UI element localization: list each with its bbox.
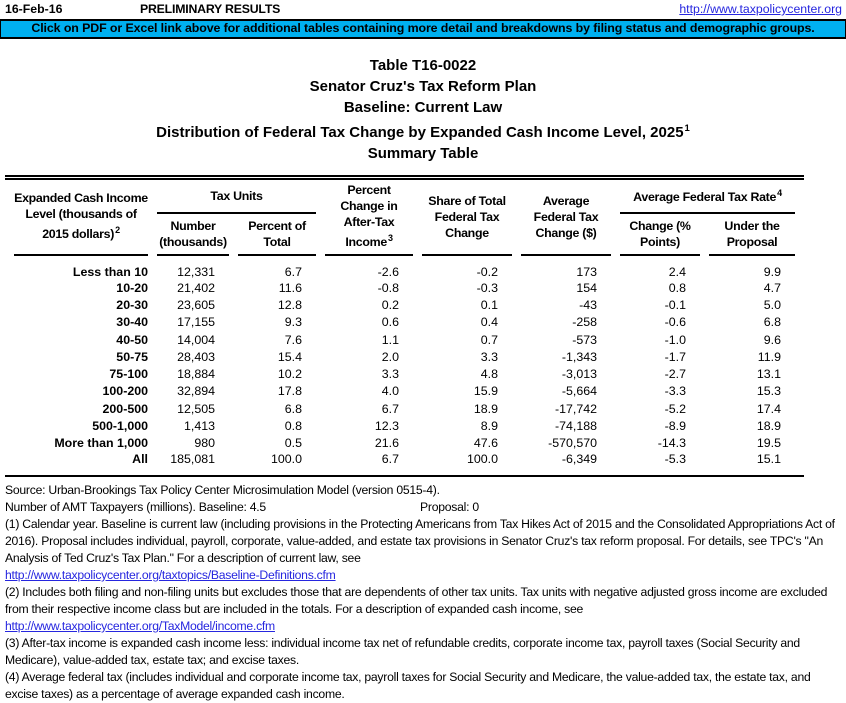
table-cell: -8.9 (664, 419, 686, 434)
row-label: 50-75 (116, 349, 148, 364)
table-row (14, 296, 795, 313)
table-cell: 15.4 (277, 349, 302, 364)
table-cell: 11.6 (278, 280, 302, 295)
table-cell: -14.3 (657, 436, 686, 451)
row-label: 30-40 (116, 315, 148, 330)
table-row (14, 279, 795, 296)
table-row (14, 400, 795, 417)
table-row (14, 383, 795, 400)
table-row (14, 417, 795, 434)
taxpolicycenter-link[interactable]: http://www.taxpolicycenter.org (679, 2, 842, 16)
table-cell: 0.8 (284, 419, 302, 434)
table-cell: -1.7 (664, 349, 686, 364)
table-cell: -1,343 (561, 349, 597, 364)
table-cell: 8.9 (480, 419, 498, 434)
table-cell: 21.6 (374, 436, 399, 451)
table-cell: 6.7 (284, 265, 302, 279)
table-cell: 32,894 (177, 384, 215, 399)
main-table (5, 175, 804, 477)
table-cell: -570,570 (548, 436, 597, 451)
table-cell: 9.3 (284, 315, 302, 330)
table-cell: -5.2 (664, 401, 686, 416)
footnote-ref-2: 2 (115, 225, 120, 236)
info-banner: Click on PDF or Excel link above for additional tables containing more detail and breakdowns by filing status and demographic groups. (0, 19, 846, 39)
table-cell: 4.8 (480, 367, 498, 382)
table-cell: -258 (572, 315, 597, 330)
table-row (14, 435, 795, 452)
row-label: 500-1,000 (92, 419, 148, 434)
table-row (14, 314, 795, 331)
summary-table-title: Summary Table (367, 145, 479, 162)
table-cell: 5.0 (763, 297, 781, 312)
footnote-2: (2) Includes both filing and non-filing units but excludes those that are dependents of other tax units. Tax units with negative adjusted gross income are excluded from their respective income class but are included in the totals. For a description of expanded cash income, see (5, 584, 828, 616)
col-group-avg-federal-tax-rate: Average Federal Tax Rate$^4$ (620, 180, 795, 214)
footnote-ref-1: 1 (684, 123, 690, 134)
table-body (14, 256, 795, 475)
table-cell: -74,188 (554, 419, 597, 434)
distribution-title: Distribution of Federal Tax Change by Expanded Cash Income Level, 2025$^1$ (156, 123, 690, 141)
col-header-avg-tax-change: Average Federal Tax Change ($) (521, 180, 611, 256)
table-row (14, 256, 795, 279)
table-cell: 17,155 (177, 315, 215, 330)
table-cell: 0.6 (381, 315, 399, 330)
table-cell: -0.8 (377, 280, 399, 295)
footnote-ref-3: 3 (387, 233, 393, 244)
plan-title: Senator Cruz's Tax Reform Plan (309, 78, 537, 95)
table-cell: 1,413 (183, 419, 215, 434)
col-header-rate-change-points: Change (% Points) (620, 214, 700, 256)
table-header (14, 180, 795, 256)
table-row (14, 365, 795, 382)
table-cell: 15.1 (756, 451, 781, 466)
row-label: 75-100 (109, 367, 148, 382)
table-cell: 18.9 (756, 419, 781, 434)
table-cell: 17.8 (277, 384, 302, 399)
table-cell: 18.9 (473, 401, 498, 416)
preliminary-results-label: PRELIMINARY RESULTS (140, 2, 281, 16)
table-cell: 980 (194, 436, 215, 451)
table-cell: 0.7 (480, 332, 498, 347)
table-row (14, 452, 795, 475)
table-cell: -17,742 (554, 401, 597, 416)
table-cell: -0.2 (476, 265, 498, 279)
table-cell: 11.9 (757, 349, 781, 364)
table-cell: 0.4 (480, 315, 498, 330)
table-cell: 0.8 (668, 280, 686, 295)
table-cell: 6.7 (381, 451, 399, 466)
table-cell: 47.6 (473, 436, 498, 451)
table-cell: 2.4 (668, 265, 686, 279)
row-label: All (132, 451, 148, 466)
col-header-percent-of-total: Percent of Total (238, 214, 316, 256)
table-cell: 12.3 (374, 419, 399, 434)
table-cell: 4.0 (381, 384, 399, 399)
table-cell: -573 (572, 332, 597, 347)
table-row (14, 348, 795, 365)
footnote-amt-taxpayers (5, 499, 843, 516)
table-cell: -43 (579, 297, 597, 312)
table-cell: -2.6 (377, 265, 399, 279)
col-header-number-thousands: Number (thousands) (157, 214, 229, 256)
col-group-tax-units: Tax Units (157, 180, 316, 214)
row-label: 20-30 (116, 297, 148, 312)
row-label: 40-50 (116, 332, 148, 347)
table-cell: 4.7 (763, 280, 781, 295)
amt-baseline-label: Number of AMT Taxpayers (millions). Baseline: 4.5 (5, 499, 266, 514)
table-cell: 0.1 (480, 297, 498, 312)
table-id-title: Table T16-0022 (369, 57, 477, 74)
table-cell: 18,884 (177, 367, 215, 382)
table-cell: 10.2 (277, 367, 302, 382)
table-cell: -0.3 (476, 280, 498, 295)
table-cell: 173 (576, 265, 597, 279)
table-cell: 3.3 (480, 349, 498, 364)
col-header-pct-change-after-tax-income: Percent Change in After-Tax Income$^3$ (325, 180, 413, 256)
table-cell: 6.7 (381, 401, 399, 416)
footnote-3: (3) After-tax income is expanded cash income less: individual income tax net of refundable credits, corporate income tax, payroll taxes (Social Security and Medicare), value-added tax, estate tax; and excise taxes. (5, 635, 800, 667)
table-cell: -5.3 (664, 451, 686, 466)
table-cell: -5,664 (561, 384, 597, 399)
table-cell: 9.9 (763, 265, 781, 279)
table-cell: 17.4 (756, 401, 781, 416)
row-label: 200-500 (102, 401, 148, 416)
table-cell: 9.6 (763, 332, 781, 347)
table-cell: 28,403 (177, 349, 215, 364)
table-cell: -3,013 (561, 367, 597, 382)
table-cell: 185,081 (170, 451, 215, 466)
table-row (14, 331, 795, 348)
table-cell: 21,402 (177, 280, 215, 295)
table-cell: 14,004 (177, 332, 215, 347)
baseline-title: Baseline: Current Law (343, 99, 503, 116)
table-cell: 1.1 (381, 332, 399, 347)
table-cell: 2.0 (381, 349, 399, 364)
table-cell: -1.0 (664, 332, 686, 347)
table-cell: -0.6 (664, 315, 686, 330)
col-header-income-level: Expanded Cash Income Level (thousands of 2015 dollars)$^2$ (14, 180, 148, 256)
table-cell: 6.8 (763, 315, 781, 330)
table-cell: 12.8 (277, 297, 302, 312)
top-bar (0, 0, 846, 19)
footnote-1: (1) Calendar year. Baseline is current law (including provisions in the Protecting Americans from Tax Hikes Act of 2015 and the Consolidated Appropriations Act of 2016). Proposal includes individual, payroll, corporate, value-added, and estate tax provisions in Senator Cruz's tax reform proposal. For details, see TPC's "An Analysis of Ted Cruz's Tax Plan." For a description of current law, see (5, 516, 835, 565)
table-cell: 15.3 (756, 384, 781, 399)
footnote-ref-4: 4 (777, 188, 782, 199)
table-cell: 100.0 (466, 451, 498, 466)
table-cell: 12,505 (177, 401, 215, 416)
table-cell: -6,349 (561, 451, 597, 466)
table-cell: 7.6 (284, 332, 302, 347)
table-cell: -2.7 (664, 367, 686, 382)
row-label: Less than 10 (72, 265, 148, 279)
row-label: 100-200 (102, 384, 148, 399)
table-cell: 19.5 (756, 436, 781, 451)
table-cell: -0.1 (664, 297, 686, 312)
col-header-share-of-total: Share of Total Federal Tax Change (422, 180, 512, 256)
table-cell: 13.1 (756, 367, 781, 382)
report-date: 16-Feb-16 (5, 2, 63, 16)
table-cell: 0.5 (284, 436, 302, 451)
table-cell: -3.3 (664, 384, 686, 399)
amt-proposal-label: Proposal: 0 (420, 499, 479, 514)
footnotes (5, 482, 843, 703)
table-cell: 6.8 (284, 401, 302, 416)
expanded-cash-income-link[interactable]: http://www.taxpolicycenter.org/TaxModel/income.cfm (5, 618, 275, 633)
table-cell: 0.2 (381, 297, 399, 312)
row-label: More than 1,000 (54, 436, 148, 451)
baseline-definitions-link[interactable]: http://www.taxpolicycenter.org/taxtopics/Baseline-Definitions.cfm (5, 567, 336, 582)
table-cell: 15.9 (473, 384, 498, 399)
table-cell: 3.3 (381, 367, 399, 382)
row-label: 10-20 (116, 280, 148, 295)
footnote-source: Source: Urban-Brookings Tax Policy Center Microsimulation Model (version 0515-4). (5, 482, 440, 497)
table-cell: 12,331 (177, 265, 215, 279)
footnote-4: (4) Average federal tax (includes individual and corporate income tax, payroll taxes for Social Security and Medicare, the value-added tax, the estate tax, and excise taxes) as a percentage of average expanded cash income. (5, 669, 811, 701)
table-cell: 100.0 (270, 451, 302, 466)
title-block (0, 55, 846, 164)
table-cell: 154 (576, 280, 597, 295)
table-cell: 23,605 (177, 297, 215, 312)
col-header-under-the-proposal: Under the Proposal (709, 214, 795, 256)
